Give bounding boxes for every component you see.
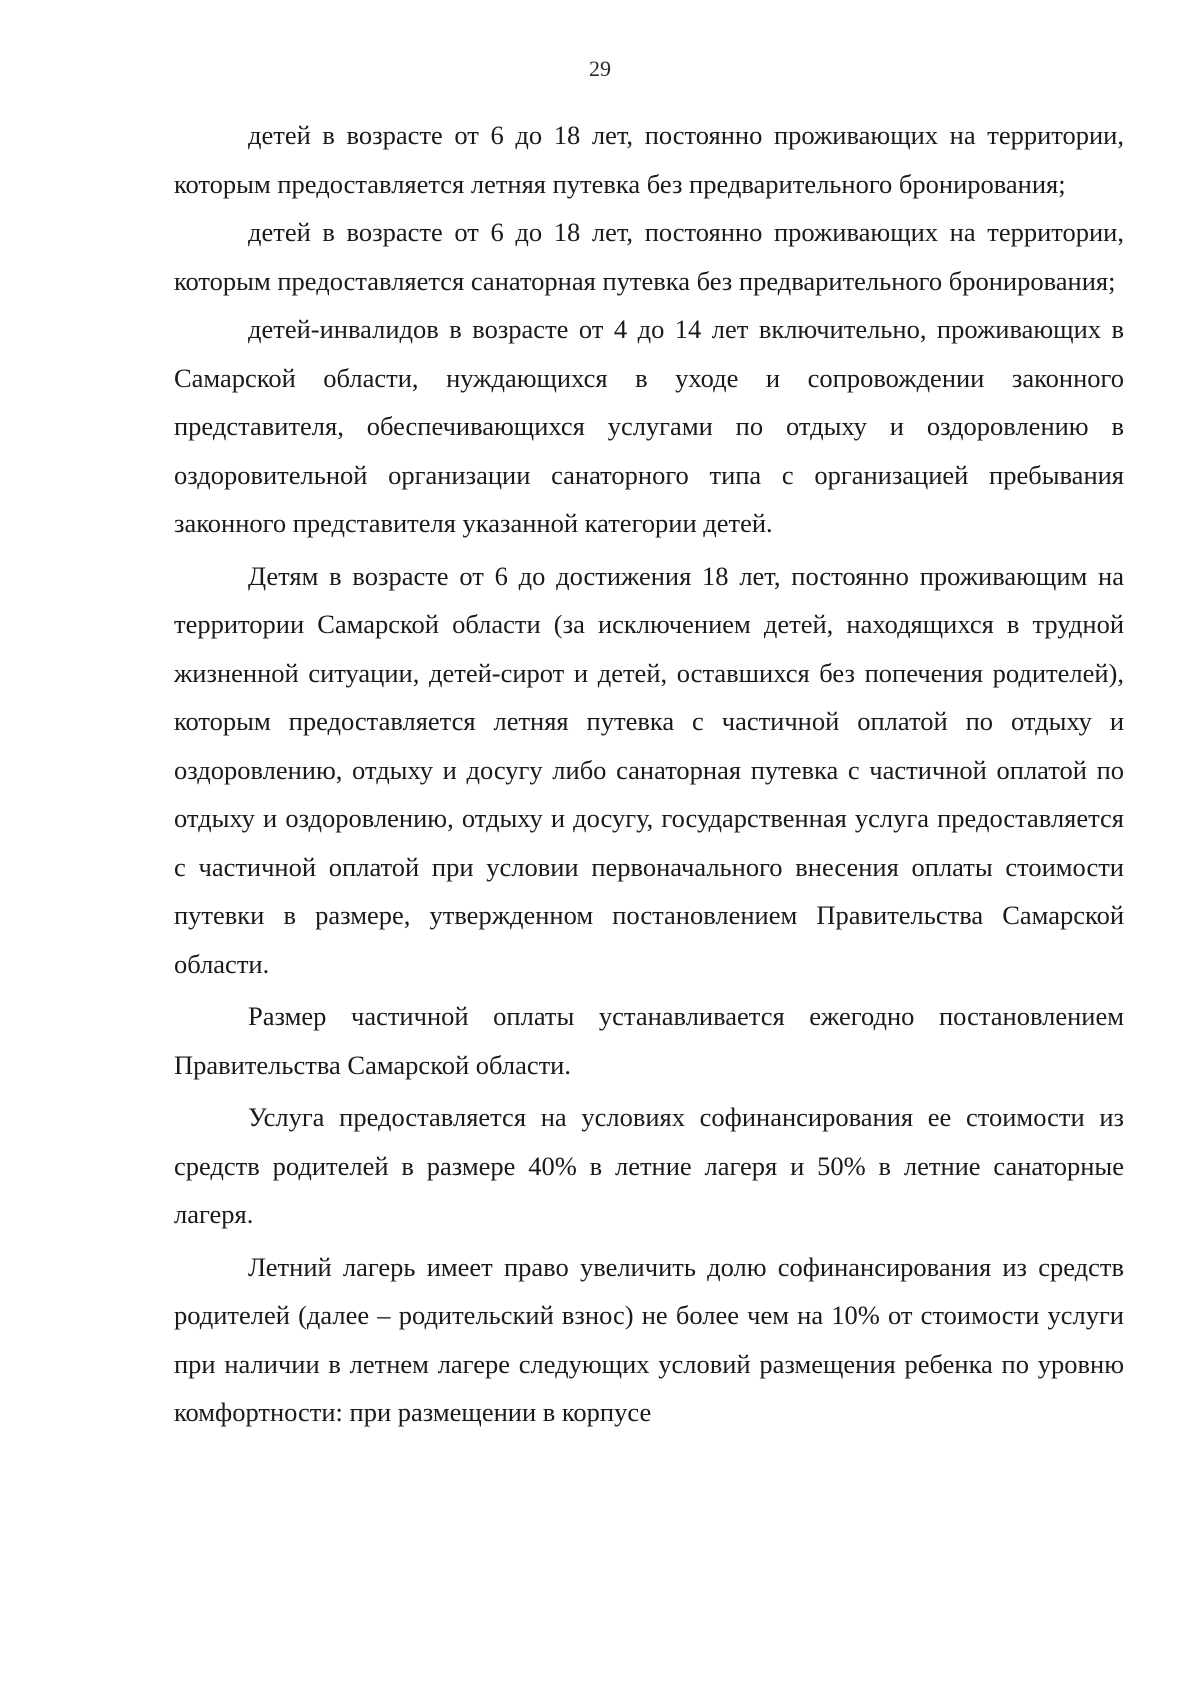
document-body — [174, 111, 1124, 1437]
page-number: 29 — [589, 56, 611, 81]
paragraph-disabled-children: детей-инвалидов в возрасте от 4 до 14 лет включительно, проживающих в Самарской области, нуждающихся в уходе и сопровождении законного представителя, обеспечивающихся услугами по отдыху и оздоровлению в оздоровительной организации санаторного типа с организацией пребывания законного представителя указанной категории детей. — [174, 314, 1124, 538]
paragraph-children-sanatorium-voucher: детей в возрасте от 6 до 18 лет, постоянно проживающих на территории, которым предоставляется санаторная путевка без предварительного бронирования; — [174, 217, 1124, 296]
paragraph-parental-contribution: Летний лагерь имеет право увеличить долю софинансирования из средств родителей (далее – родительский взнос) не более чем на 10% от стоимости услуги при наличии в летнем лагере следующих условий размещения ребенка по уровню комфортности: при размещении в корпусе — [174, 1251, 1124, 1427]
paragraph-partial-payment: Детям в возрасте от 6 до достижения 18 лет, постоянно проживающим на территории Самарской области (за исключением детей, находящихся в трудной жизненной ситуации, детей-сирот и детей, оставшихся без попечения родителей), которым предоставляется летняя путевка с частичной оплатой по отдыху и оздоровлению, отдыху и досугу либо санаторная путевка с частичной оплатой по отдыху и оздоровлению, отдыху и досугу, государственная услуга предоставляется с частичной оплатой при условии первоначального внесения оплаты стоимости путевки в размере, утвержденном постановлением Правительства Самарской области. — [174, 560, 1124, 979]
paragraph-payment-amount: Размер частичной оплаты устанавливается ежегодно постановлением Правительства Самарской области. — [174, 1001, 1124, 1080]
paragraph-cofinancing: Услуга предоставляется на условиях софинансирования ее стоимости из средств родителей в размере 40% в летние лагеря и 50% в летние санаторные лагеря. — [174, 1102, 1124, 1229]
paragraph-children-summer-voucher: детей в возрасте от 6 до 18 лет, постоянно проживающих на территории, которым предоставляется летняя путевка без предварительного бронирования; — [174, 120, 1124, 199]
